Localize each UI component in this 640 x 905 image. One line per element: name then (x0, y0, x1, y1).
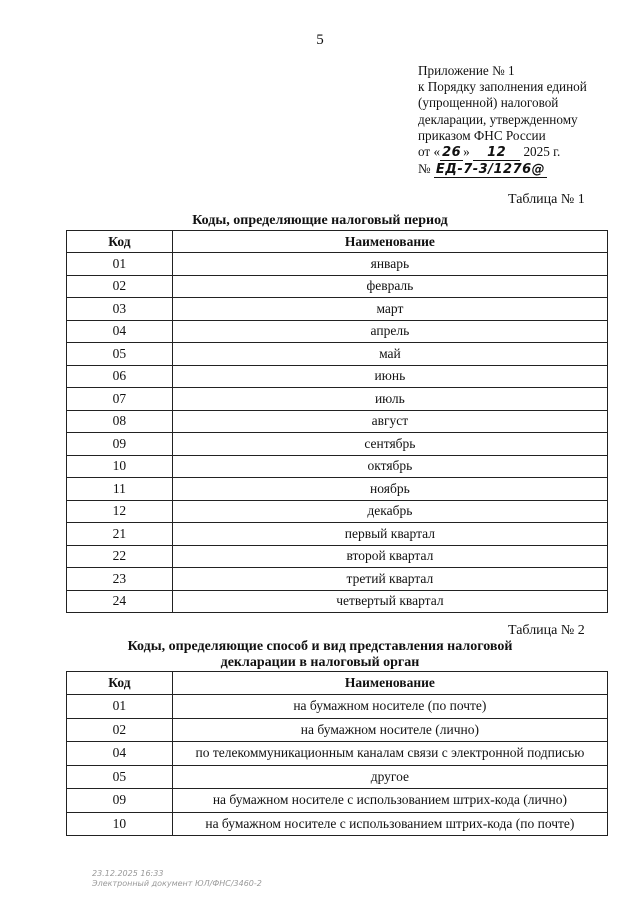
code-cell: 10 (67, 812, 173, 836)
table-row (67, 718, 608, 742)
table2-header-code: Код (67, 672, 173, 695)
table1-label: Таблица № 1 (508, 192, 585, 207)
name-cell: ноябрь (172, 478, 607, 501)
code-cell: 08 (67, 410, 173, 433)
table-row (67, 789, 608, 813)
date-month: 12 (473, 145, 520, 161)
table-row (67, 320, 608, 343)
appendix-number (418, 161, 587, 178)
name-cell: март (172, 298, 607, 321)
name-cell: апрель (172, 320, 607, 343)
table-row (67, 695, 608, 719)
name-cell: февраль (172, 275, 607, 298)
code-cell: 04 (67, 742, 173, 766)
date-prefix: от « (418, 144, 441, 160)
table-row (67, 433, 608, 456)
date-day: 26 (442, 145, 462, 161)
date-sep: » (463, 144, 470, 160)
code-cell: 22 (67, 545, 173, 568)
table2-header-name: Наименование (172, 672, 607, 695)
code-cell: 05 (67, 343, 173, 366)
table1 (66, 230, 608, 613)
code-cell: 02 (67, 275, 173, 298)
table1-header-code: Код (67, 231, 173, 253)
code-cell: 05 (67, 765, 173, 789)
appendix-block (418, 63, 587, 178)
name-cell: июль (172, 388, 607, 411)
name-cell: январь (172, 253, 607, 276)
table-row (67, 253, 608, 276)
table-row (67, 590, 608, 613)
name-cell: на бумажном носителе с использованием штрих-кода (по почте) (172, 812, 607, 836)
table-row (67, 343, 608, 366)
code-cell: 03 (67, 298, 173, 321)
name-cell: на бумажном носителе (лично) (172, 718, 607, 742)
name-cell: июнь (172, 365, 607, 388)
table-row (67, 545, 608, 568)
table2-title (0, 639, 640, 671)
table-row (67, 742, 608, 766)
table-row (67, 812, 608, 836)
page-number: 5 (316, 32, 324, 48)
table-row (67, 298, 608, 321)
table2 (66, 671, 608, 836)
footer-line-1: 23.12.2025 16:33 (92, 869, 164, 878)
table-row (67, 388, 608, 411)
code-cell: 04 (67, 320, 173, 343)
number-prefix: № (418, 161, 431, 177)
table-row (67, 410, 608, 433)
appendix-line-4: декларации, утвержденному (418, 111, 578, 127)
code-cell: 10 (67, 455, 173, 478)
name-cell: май (172, 343, 607, 366)
table-row (67, 275, 608, 298)
name-cell: четвертый квартал (172, 590, 607, 613)
table1-title: Коды, определяющие налоговый период (192, 213, 448, 228)
code-cell: 21 (67, 523, 173, 546)
code-cell: 01 (67, 695, 173, 719)
table2-title-line-1: Коды, определяющие способ и вид представления налоговой (127, 639, 513, 654)
code-cell: 09 (67, 433, 173, 456)
table2-title-line-2: декларации в налоговый орган (220, 655, 420, 670)
appendix-line-2: к Порядку заполнения единой (418, 79, 587, 95)
table-row (67, 455, 608, 478)
code-cell: 23 (67, 568, 173, 591)
name-cell: по телекоммуникационным каналам связи с электронной подписью (172, 742, 607, 766)
table-row (67, 478, 608, 501)
appendix-date (418, 144, 587, 161)
code-cell: 06 (67, 365, 173, 388)
code-cell: 02 (67, 718, 173, 742)
table-row (67, 365, 608, 388)
code-cell: 11 (67, 478, 173, 501)
code-cell: 12 (67, 500, 173, 523)
code-cell: 01 (67, 253, 173, 276)
name-cell: на бумажном носителе (по почте) (172, 695, 607, 719)
footer-line-2: Электронный документ ЮЛ/ФНС/3460-2 (92, 879, 262, 888)
code-cell: 07 (67, 388, 173, 411)
date-year: 2025 г. (523, 144, 561, 160)
table1-header-row (67, 231, 608, 253)
table-row (67, 568, 608, 591)
table-row (67, 765, 608, 789)
table-row (67, 523, 608, 546)
appendix-line-3: (упрощенной) налоговой (418, 95, 559, 111)
name-cell: август (172, 410, 607, 433)
code-cell: 09 (67, 789, 173, 813)
number-value: ЕД-7-3/1276@ (435, 162, 546, 178)
table1-header-name: Наименование (172, 231, 607, 253)
appendix-line-1: Приложение № 1 (418, 63, 515, 78)
table2-label: Таблица № 2 (508, 623, 585, 638)
footer-stamp (92, 869, 262, 889)
name-cell: декабрь (172, 500, 607, 523)
name-cell: сентябрь (172, 433, 607, 456)
name-cell: на бумажном носителе с использованием штрих-кода (лично) (172, 789, 607, 813)
name-cell: первый квартал (172, 523, 607, 546)
name-cell: третий квартал (172, 568, 607, 591)
code-cell: 24 (67, 590, 173, 613)
table2-header-row (67, 672, 608, 695)
name-cell: второй квартал (172, 545, 607, 568)
table-row (67, 500, 608, 523)
name-cell: октябрь (172, 455, 607, 478)
appendix-line-5: приказом ФНС России (418, 127, 546, 143)
name-cell: другое (172, 765, 607, 789)
